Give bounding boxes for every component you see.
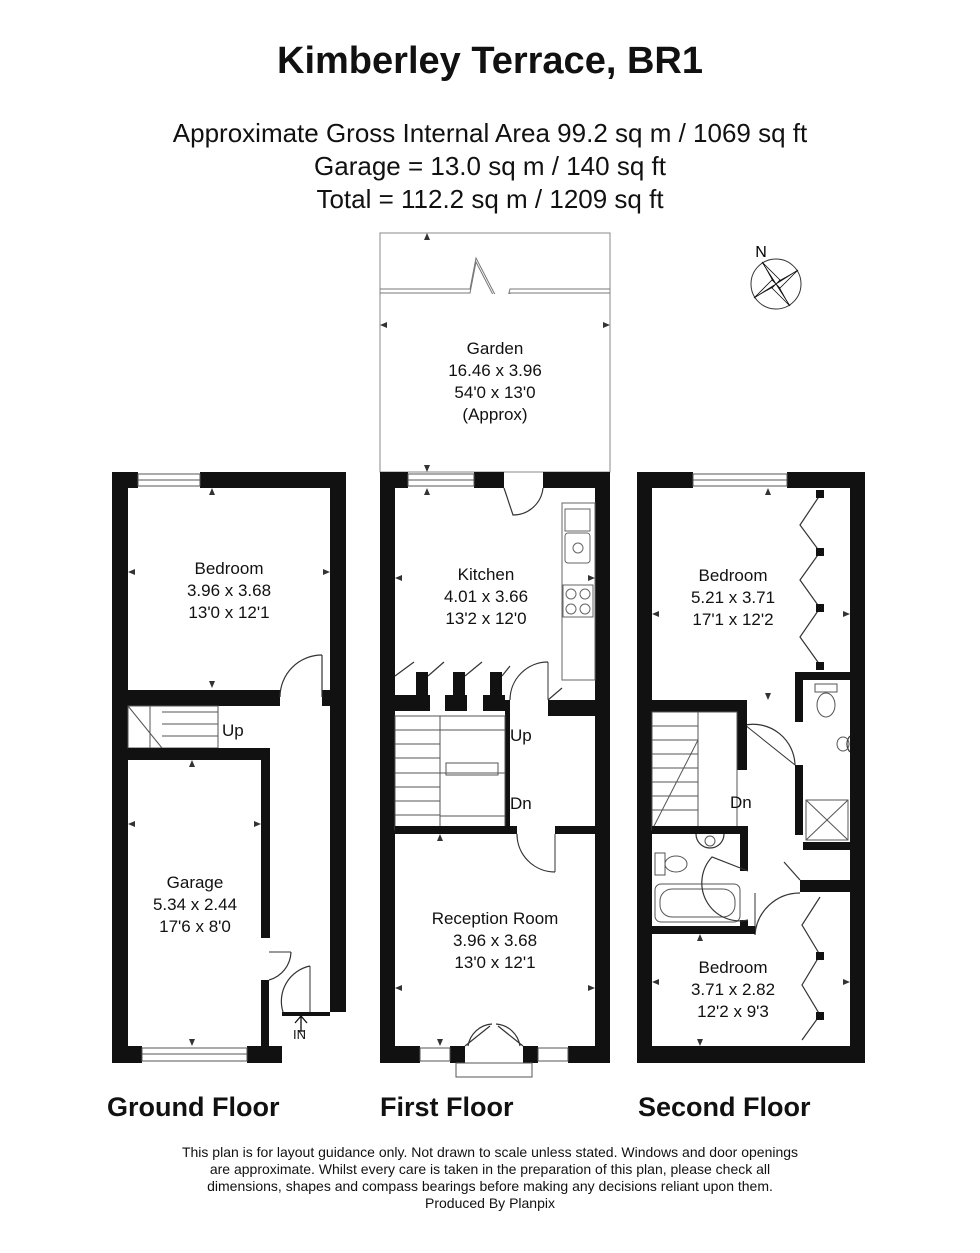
gross-area-text: Approximate Gross Internal Area 99.2 sq m / 1069 sq ft (172, 118, 808, 148)
second-bedroom-1-name: Bedroom (698, 566, 768, 585)
garage-area-text: Garage = 13.0 sq m / 140 sq ft (314, 151, 666, 181)
kitchen-imperial: 13'2 x 12'0 (445, 609, 527, 628)
ground-bedroom-metric: 3.96 x 3.68 (186, 581, 272, 600)
first-floor-plan (380, 233, 610, 1077)
plan-title: Kimberley Terrace, BR1 (277, 40, 703, 82)
first-stairs-up-label: Up (510, 726, 532, 745)
reception-imperial: 13'0 x 12'1 (454, 953, 536, 972)
reception-name: Reception Room (431, 909, 559, 928)
first-stairs-dn-label: Dn (510, 794, 532, 813)
ground-bedroom-name: Bedroom (194, 559, 264, 578)
kitchen-name: Kitchen (457, 565, 515, 584)
second-bedroom-1-imperial: 17'1 x 12'2 (692, 610, 774, 629)
ground-stairs-up-label: Up (222, 721, 244, 740)
total-area-text: Total = 112.2 sq m / 1209 sq ft (316, 184, 664, 214)
garage-name: Garage (166, 873, 224, 892)
disclaimer (90, 1144, 890, 1212)
second-stairs-dn-label: Dn (730, 793, 752, 812)
entrance-label: IN (293, 1027, 306, 1042)
disclaimer-line-1: This plan is for layout guidance only. Not drawn to scale unless stated. Windows and door openings (181, 1144, 799, 1160)
kitchen-metric: 4.01 x 3.66 (443, 587, 529, 606)
second-bedroom-1-metric: 5.21 x 3.71 (690, 588, 776, 607)
garden-metric: 16.46 x 3.96 (448, 361, 542, 380)
garage-metric: 5.34 x 2.44 (152, 895, 238, 914)
second-bedroom-2-imperial: 12'2 x 9'3 (697, 1002, 769, 1021)
producer-credit: Produced By Planpix (425, 1195, 555, 1211)
first-floor-label: First Floor (380, 1092, 514, 1122)
second-bedroom-2-metric: 3.71 x 2.82 (690, 980, 776, 999)
ground-bedroom-imperial: 13'0 x 12'1 (188, 603, 270, 622)
garden-name: Garden (466, 339, 524, 358)
disclaimer-line-3: dimensions, shapes and compass bearings before making any decisions reliant upon them. (207, 1178, 773, 1194)
garden-imperial: 54'0 x 13'0 (454, 383, 536, 402)
disclaimer-line-2: are approximate. Whilst every care is taken in the preparation of this plan, please check all (209, 1161, 771, 1177)
compass-icon (751, 244, 801, 309)
garden-note: (Approx) (462, 405, 528, 424)
second-bedroom-2-name: Bedroom (698, 958, 768, 977)
reception-metric: 3.96 x 3.68 (452, 931, 538, 950)
second-floor-label: Second Floor (638, 1092, 811, 1122)
garage-imperial: 17'6 x 8'0 (159, 917, 231, 936)
compass-north-label: N (755, 244, 767, 261)
ground-floor-label: Ground Floor (107, 1092, 280, 1122)
